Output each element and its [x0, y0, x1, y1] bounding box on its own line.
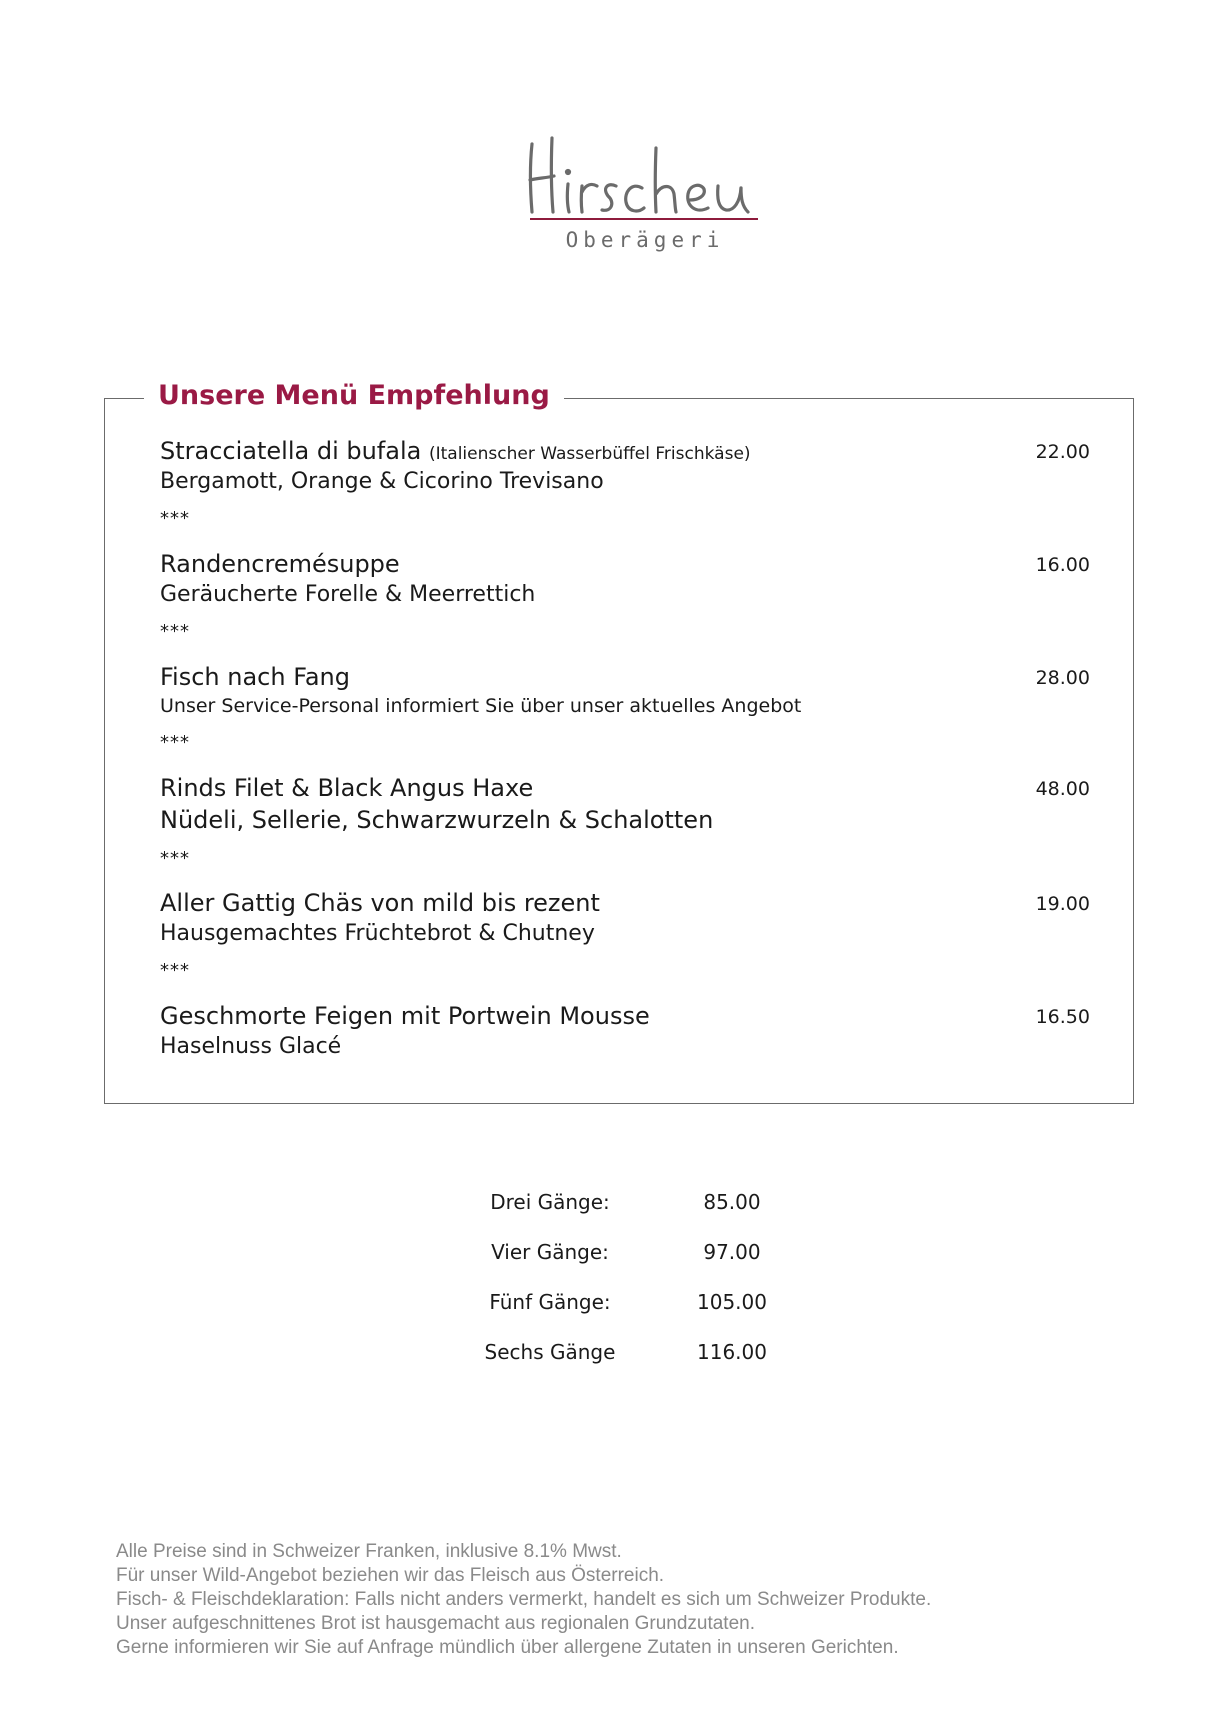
- course-description: Unser Service-Personal informiert Sie über unser aktuelles Angebot: [160, 695, 802, 717]
- course-name: Randencremésuppe: [160, 550, 400, 578]
- course-item: [160, 774, 1090, 834]
- footer-line: Unser aufgeschnittenes Brot ist hausgemacht aus regionalen Grundzutaten.: [116, 1613, 755, 1634]
- course-item: [160, 663, 1090, 717]
- set-menu-row: [460, 1340, 800, 1370]
- course-separator: ***: [160, 960, 190, 981]
- menu-title: Unsere Menü Empfehlung: [144, 380, 564, 411]
- course-price: 16.50: [1035, 1006, 1090, 1028]
- set-menu-price: 105.00: [697, 1290, 767, 1314]
- course-name: Aller Gattig Chäs von mild bis rezent: [160, 889, 600, 917]
- set-menu-row: [460, 1190, 800, 1220]
- course-name: Geschmorte Feigen mit Portwein Mousse: [160, 1002, 650, 1030]
- set-menu-label: Vier Gänge:: [491, 1240, 609, 1264]
- course-price: 16.00: [1035, 554, 1090, 576]
- footer-line: Für unser Wild-Angebot beziehen wir das Fleisch aus Österreich.: [116, 1565, 665, 1586]
- logo-location: Oberägeri: [565, 228, 725, 252]
- course-description: Nüdeli, Sellerie, Schwarzwurzeln & Schalotten: [160, 806, 714, 834]
- course-note: (Italienscher Wasserbüffel Frischkäse): [428, 444, 751, 464]
- course-price: 22.00: [1035, 441, 1090, 463]
- footer-line: Gerne informieren wir Sie auf Anfrage mündlich über allergene Zutaten in unseren Gerichten.: [116, 1637, 899, 1658]
- footer-line: Alle Preise sind in Schweizer Franken, inklusive 8.1% Mwst.: [116, 1541, 622, 1562]
- course-separator: ***: [160, 848, 190, 869]
- logo-underline: [530, 218, 758, 220]
- menu-frame: [104, 398, 1134, 1104]
- set-menu-row: [460, 1290, 800, 1320]
- set-menu-label: Drei Gänge:: [490, 1190, 610, 1214]
- course-item: [160, 437, 1090, 494]
- set-menu-row: [460, 1240, 800, 1270]
- course-name-line: [160, 437, 1090, 465]
- course-item: [160, 1002, 1090, 1059]
- course-price: 48.00: [1035, 778, 1090, 800]
- course-description: Geräucherte Forelle & Meerrettich: [160, 582, 536, 607]
- course-name: Fisch nach Fang: [160, 663, 350, 691]
- restaurant-logo: [520, 128, 780, 258]
- course-separator: ***: [160, 732, 190, 753]
- course-name: Rinds Filet & Black Angus Haxe: [160, 774, 534, 802]
- set-menu-price: 116.00: [697, 1340, 767, 1364]
- course-item: [160, 889, 1090, 946]
- course-price: 19.00: [1035, 893, 1090, 915]
- set-menu-price: 85.00: [703, 1190, 761, 1214]
- course-description: Hausgemachtes Früchtebrot & Chutney: [160, 921, 595, 946]
- course-separator: ***: [160, 621, 190, 642]
- footer-line: Fisch- & Fleischdeklaration: Falls nicht anders vermerkt, handelt es sich um Schweizer Produkte.: [116, 1589, 932, 1610]
- logo-wordmark: [520, 128, 760, 218]
- course-price: 28.00: [1035, 667, 1090, 689]
- footer-notes: [116, 1540, 1116, 1660]
- set-menu-label: Fünf Gänge:: [489, 1290, 611, 1314]
- set-menu-label: Sechs Gänge: [484, 1340, 616, 1364]
- course-description: Bergamott, Orange & Cicorino Trevisano: [160, 469, 604, 494]
- set-menu-price: 97.00: [703, 1240, 761, 1264]
- course-name: Stracciatella di bufala: [160, 437, 422, 465]
- course-description: Haselnuss Glacé: [160, 1034, 342, 1059]
- course-item: [160, 550, 1090, 607]
- course-separator: ***: [160, 508, 190, 529]
